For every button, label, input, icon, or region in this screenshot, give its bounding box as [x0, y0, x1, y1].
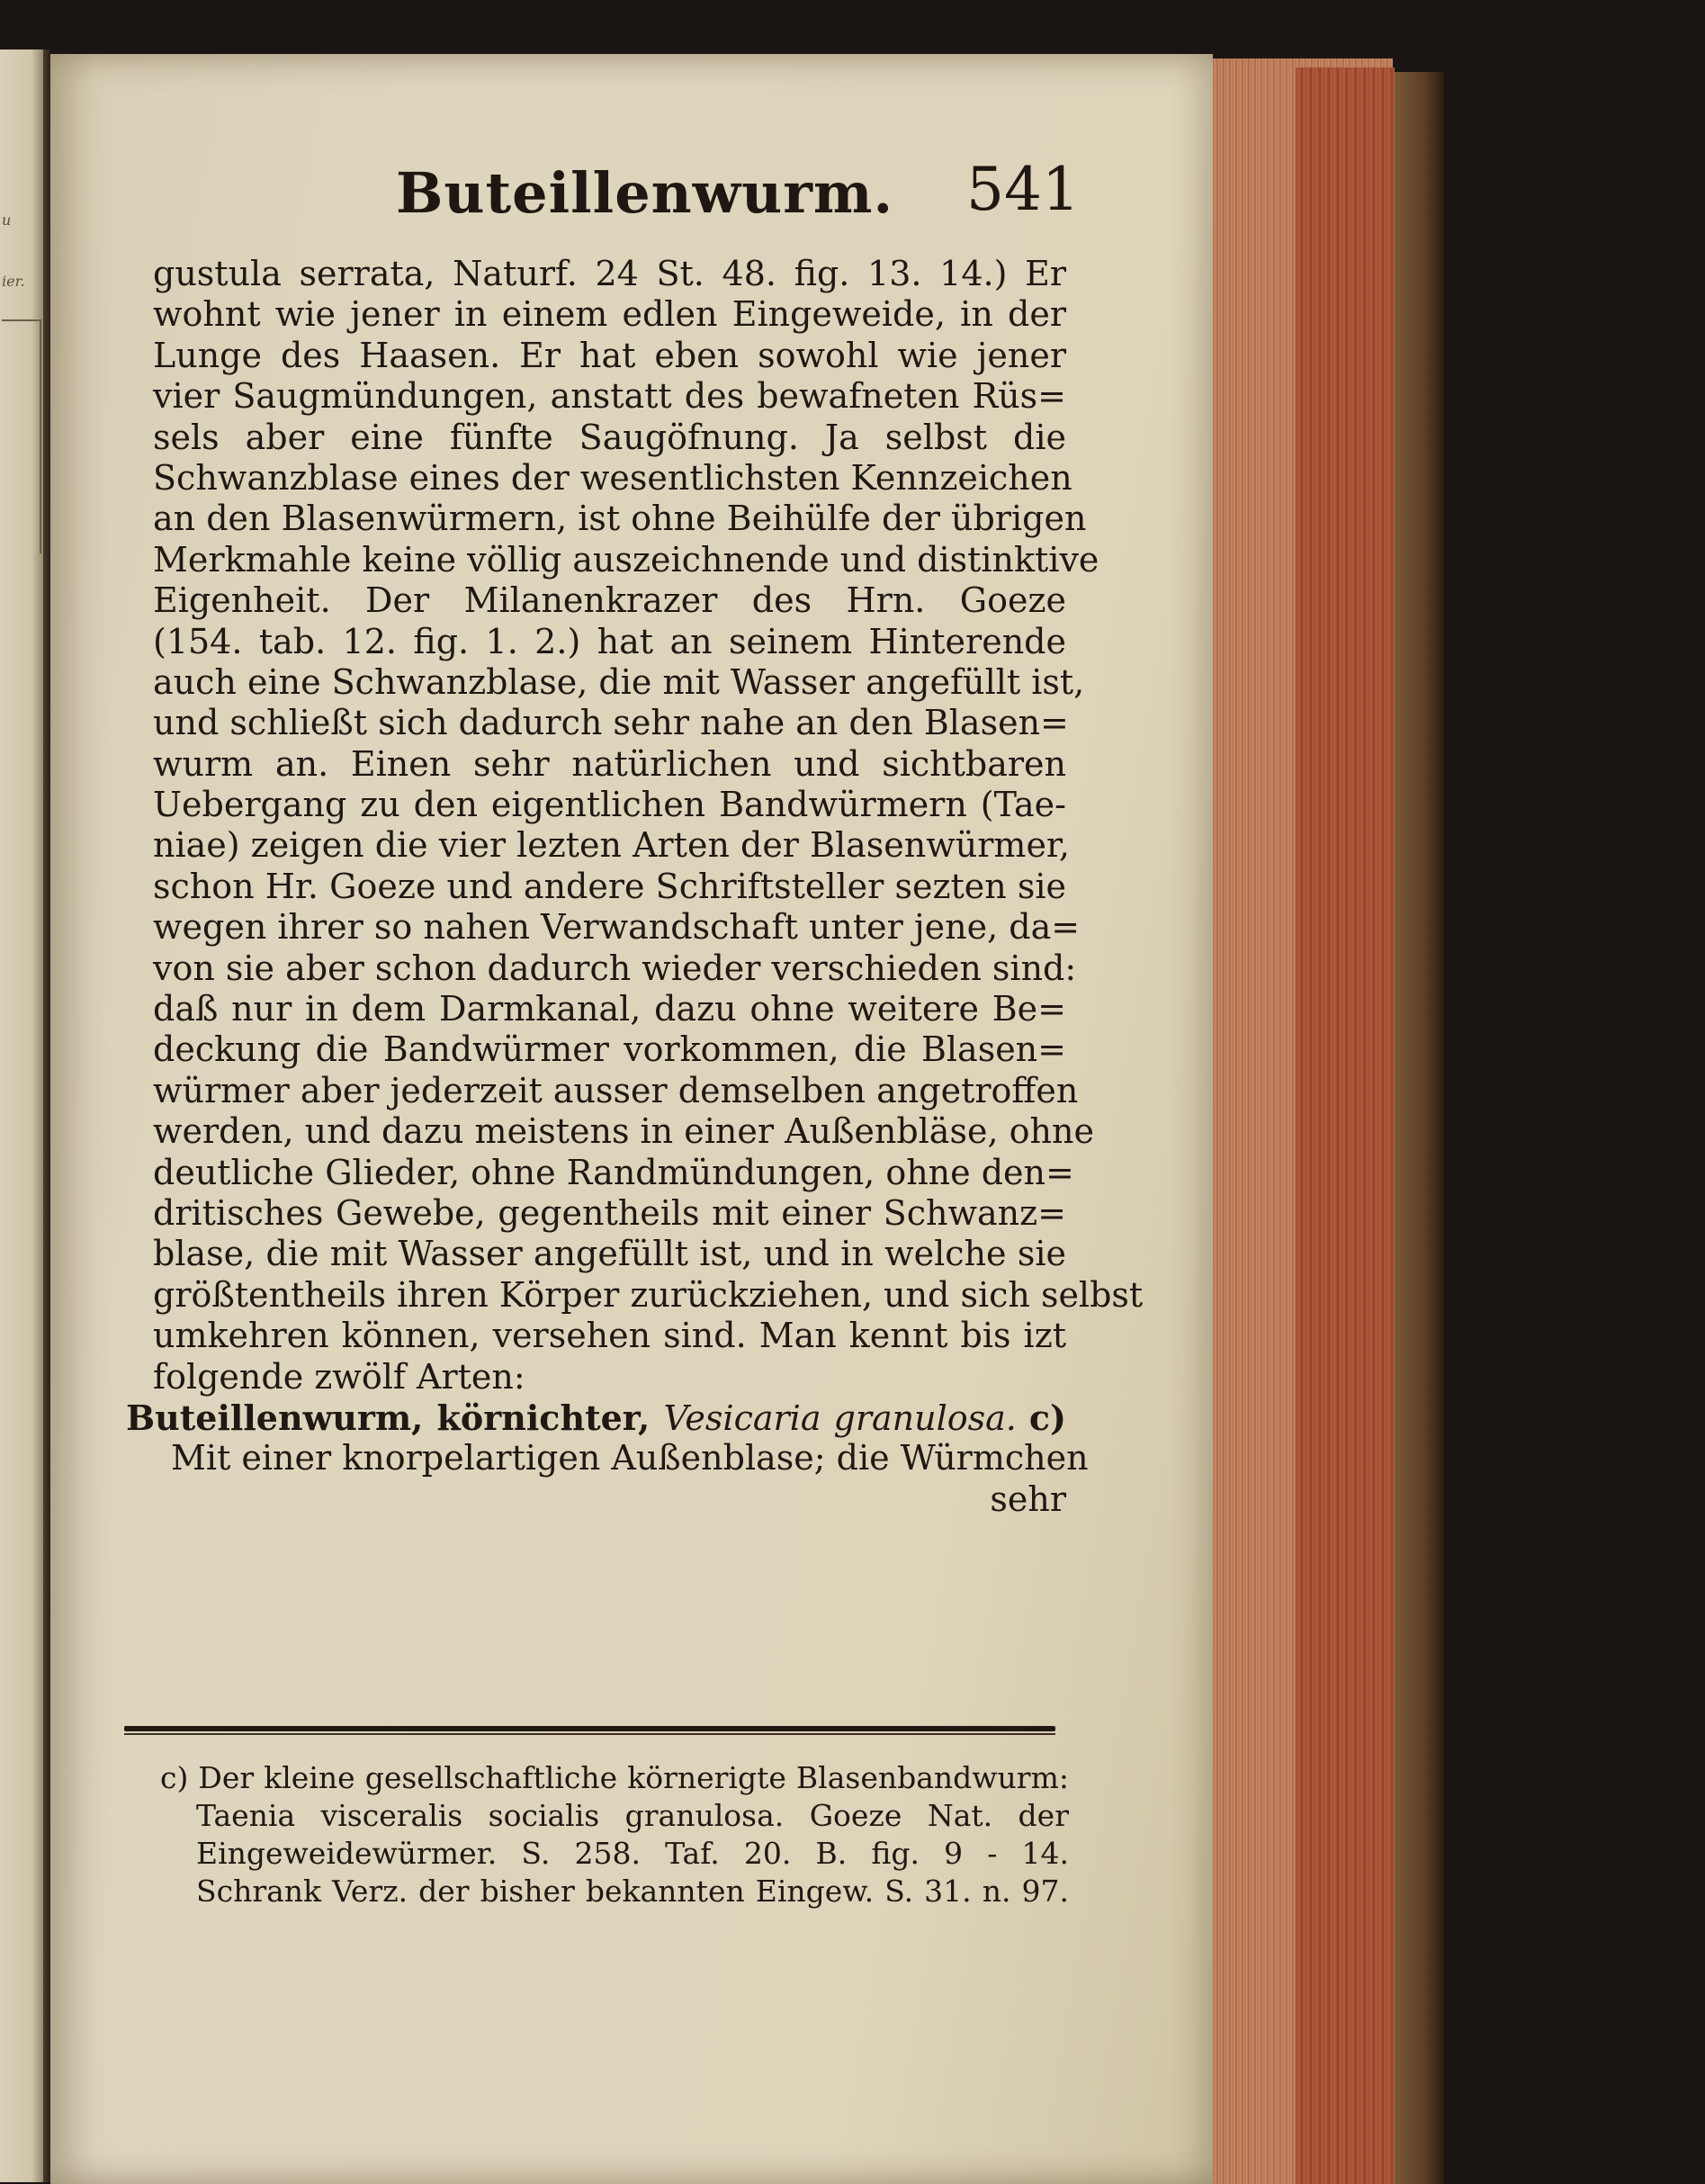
- text-line: Eigenheit. Der Milanenkrazer des Hrn. Goeze: [153, 580, 1066, 621]
- footnote-line: c) Der kleine gesellschaftliche körnerigte Blasenbandwurm:: [160, 1760, 1069, 1795]
- text-line: Mit einer knorpelartigen Außenblase; die Würmchen: [171, 1438, 1089, 1478]
- text-line: dritisches Gewebe, gegentheils mit einer Schwanz=: [153, 1192, 1066, 1233]
- page-number: 541: [966, 155, 1080, 224]
- text-line: schon Hr. Goeze und andere Schriftsteller sezten sie: [153, 866, 1066, 906]
- text-line: vier Saugmündungen, anstatt des bewafneten Rüs=: [153, 376, 1066, 417]
- footnote-rule-thin: [124, 1733, 1055, 1735]
- running-title: Buteillenwurm.: [396, 160, 894, 226]
- text-line: folgende zwölf Arten:: [153, 1356, 525, 1397]
- entry-heading-latin: Vesicaria granulosa.: [663, 1398, 1029, 1438]
- entry-heading: [126, 1398, 1066, 1438]
- left-page-edge: [0, 49, 45, 2182]
- text-line: umkehren können, versehen sind. Man kennt bis izt: [153, 1316, 1066, 1356]
- book-cover: [1395, 72, 1444, 2184]
- text-line: auch eine Schwanzblase, die mit Wasser angefüllt ist,: [153, 661, 1085, 702]
- text-line: Lunge des Haasen. Er hat eben sowohl wie jener: [153, 335, 1066, 375]
- text-line: (154. tab. 12. fig. 1. 2.) hat an seinem Hinterende: [153, 621, 1066, 661]
- footnote-line: Eingeweidewürmer. S. 258. Taf. 20. B. fig. 9 - 14.: [196, 1836, 1069, 1871]
- text-line: deutliche Glieder, ohne Randmündungen, ohne den=: [153, 1152, 1074, 1192]
- text-line: Uebergang zu den eigentlichen Bandwürmern (Tae-: [153, 785, 1066, 825]
- text-line: größtentheils ihren Körper zurückziehen, und sich selbst: [153, 1274, 1144, 1315]
- footnote-line: Schrank Verz. der bisher bekannten Eingew. S. 31. n. 97.: [196, 1874, 1069, 1909]
- left-page-fragment: ier.: [2, 273, 25, 290]
- entry-heading-name: Buteillenwurm, körnichter,: [126, 1397, 664, 1438]
- text-line: deckung die Bandwürmer vorkommen, die Blasen=: [153, 1029, 1066, 1070]
- body-text: [126, 254, 1144, 1520]
- left-page-fragment: u: [2, 211, 12, 229]
- text-line: wurm an. Einen sehr natürlichen und sichtbaren: [153, 743, 1066, 784]
- running-head: [396, 144, 1080, 234]
- text-line: werden, und dazu meistens in einer Außenbläse, ohne: [153, 1111, 1094, 1152]
- text-line: würmer aber jederzeit ausser demselben angetroffen: [153, 1070, 1079, 1110]
- footnote-line: Taenia visceralis socialis granulosa. Goeze Nat. der: [196, 1798, 1069, 1833]
- text-line: wohnt wie jener in einem edlen Eingeweide, in der: [153, 294, 1066, 335]
- footnote-marker: c): [1028, 1397, 1066, 1438]
- footnote: [160, 1759, 1069, 1910]
- text-line: blase, die mit Wasser angefüllt ist, und in welche sie: [153, 1234, 1066, 1274]
- text-line: sels aber eine fünfte Saugöfnung. Ja selbst die: [153, 417, 1066, 457]
- text-line: daß nur in dem Darmkanal, dazu ohne weitere Be=: [153, 989, 1066, 1029]
- book-spine: [43, 49, 50, 2182]
- page-edges-red: [1296, 67, 1395, 2184]
- text-line: wegen ihrer so nahen Verwandschaft unter jene, da=: [153, 907, 1081, 948]
- text-line: Merkmahle keine völlig auszeichnende und distinktive: [153, 539, 1099, 580]
- text-line: Schwanzblase eines der wesentlichsten Kennzeichen: [153, 457, 1072, 498]
- text-line: und schließt sich dadurch sehr nahe an den Blasen=: [153, 703, 1069, 743]
- catchword: sehr: [990, 1478, 1066, 1519]
- text-line: niae) zeigen die vier lezten Arten der Blasenwürmer,: [153, 825, 1071, 866]
- text-line: an den Blasenwürmern, ist ohne Beihülfe der übrigen: [153, 499, 1087, 539]
- footnote-rule: [124, 1726, 1055, 1731]
- left-page-rule: [2, 319, 41, 321]
- left-page-rule: [40, 319, 41, 553]
- text-line: von sie aber schon dadurch wieder verschieden sind:: [153, 948, 1077, 988]
- text-line: gustula serrata, Naturf. 24 St. 48. fig. 13. 14.) Er: [153, 254, 1066, 293]
